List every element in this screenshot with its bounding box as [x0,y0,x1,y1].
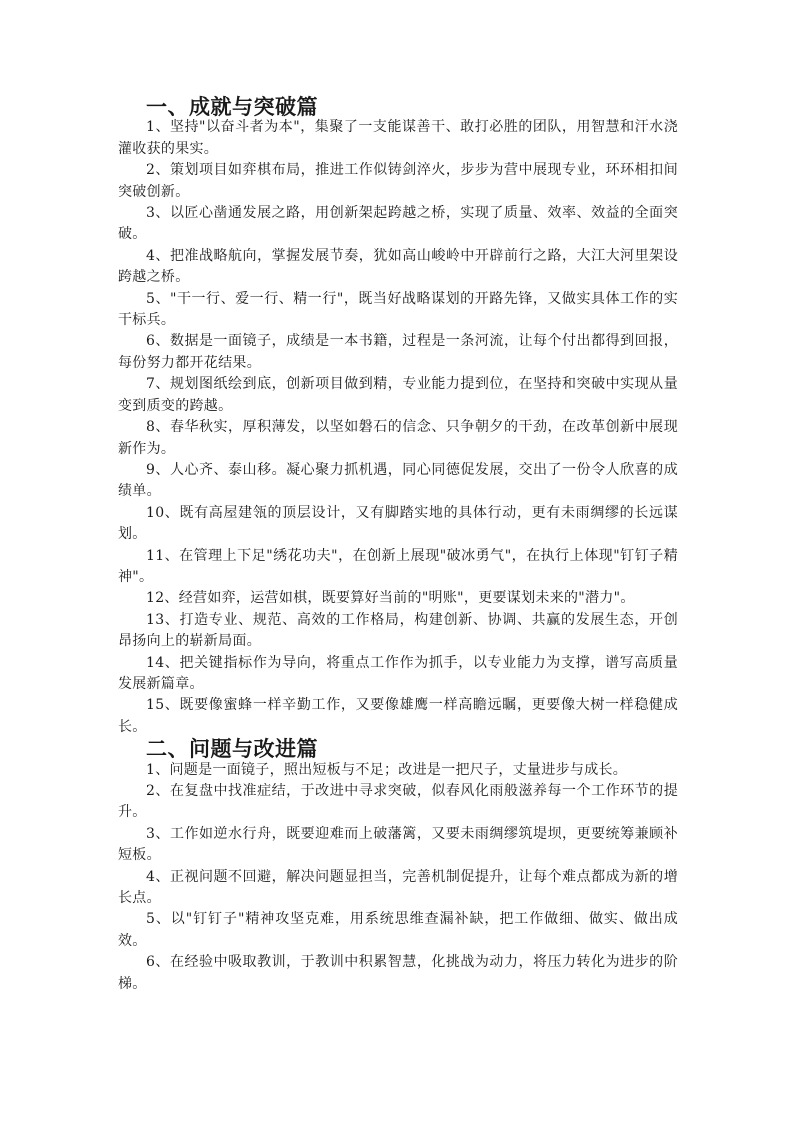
paragraph: 1、坚持"以奋斗者为本"，集聚了一支能谋善干、敢打必胜的团队，用智慧和汗水浇灌收获的果实。 [118,119,678,157]
paragraph: 13、打造专业、规范、高效的工作格局，构建创新、协调、共赢的发展生态，开创昂扬向上的崭新局面。 [118,611,678,650]
paragraph: 1、问题是一面镜子，照出短板与不足；改进是一把尺子，丈量进步与成长。 [146,761,628,778]
paragraph: 3、工作如逆水行舟，既要迎难而上破藩篱，又要未雨绸缪筑堤坝，更要统筹兼顾补短板。 [118,825,678,864]
paragraph: 7、规划图纸绘到底，创新项目做到精，专业能力提到位，在坚持和突破中实现从量变到质变的跨越。 [118,376,678,414]
paragraph: 15、既要像蜜蜂一样辛勤工作，又要像雄鹰一样高瞻远瞩，更要像大树一样稳健成长。 [118,697,678,735]
paragraph: 10、既有高屋建瓴的顶层设计，又有脚踏实地的具体行动，更有未雨绸缪的长远谋划。 [118,504,678,543]
paragraph: 12、经营如弈，运营如棋，既要算好当前的"明账"，更要谋划未来的"潜力"。 [146,590,635,607]
document-body [118,96,678,995]
paragraph: 6、数据是一面镜子，成绩是一本书籍，过程是一条河流，让每个付出都得到回报，每份努力都开花结果。 [118,333,678,371]
paragraph: 2、策划项目如弈棋布局，推进工作似铸剑淬火，步步为营中展现专业，环环相扣间突破创新。 [118,162,678,200]
paragraph: 2、在复盘中找准症结，于改进中寻求突破，似春风化雨般滋养每一个工作环节的提升。 [118,783,678,821]
section-achievements [118,96,678,738]
paragraph: 5、以"钉钉子"精神攻坚克难，用系统思维查漏补缺，把工作做细、做实、做出成效。 [118,911,678,949]
paragraph: 4、正视问题不回避，解决问题显担当，完善机制促提升，让每个难点都成为新的增长点。 [118,868,678,907]
section-problems [118,738,678,995]
paragraph: 5、"干一行、爱一行、精一行"，既当好战略谋划的开路先锋，又做实具体工作的实干标兵。 [118,290,678,329]
paragraph: 9、人心齐、泰山移。凝心聚力抓机遇，同心同德促发展，交出了一份令人欣喜的成绩单。 [118,461,678,500]
section-heading: 一、成就与突破篇 [146,94,318,119]
paragraph: 6、在经验中吸取教训，于教训中积累智慧，化挑战为动力，将压力转化为进步的阶梯。 [118,954,678,992]
paragraph: 8、春华秋实，厚积薄发，以坚如磐石的信念、只争朝夕的干劲，在改革创新中展现新作为。 [118,419,678,457]
paragraph: 3、以匠心凿通发展之路，用创新架起跨越之桥，实现了质量、效率、效益的全面突破。 [118,205,678,243]
section-heading: 二、问题与改进篇 [146,736,318,762]
paragraph: 11、在管理上下足"绣花功夫"，在创新上展现"破冰勇气"，在执行上体现"钉钉子精神"。 [118,547,678,585]
paragraph: 14、把关键指标作为导向，将重点工作作为抓手，以专业能力为支撑，谱写高质量发展新篇章。 [118,654,678,692]
paragraph: 4、把准战略航向，掌握发展节奏，犹如高山峻岭中开辟前行之路，大江大河里架设跨越之桥。 [118,247,678,286]
